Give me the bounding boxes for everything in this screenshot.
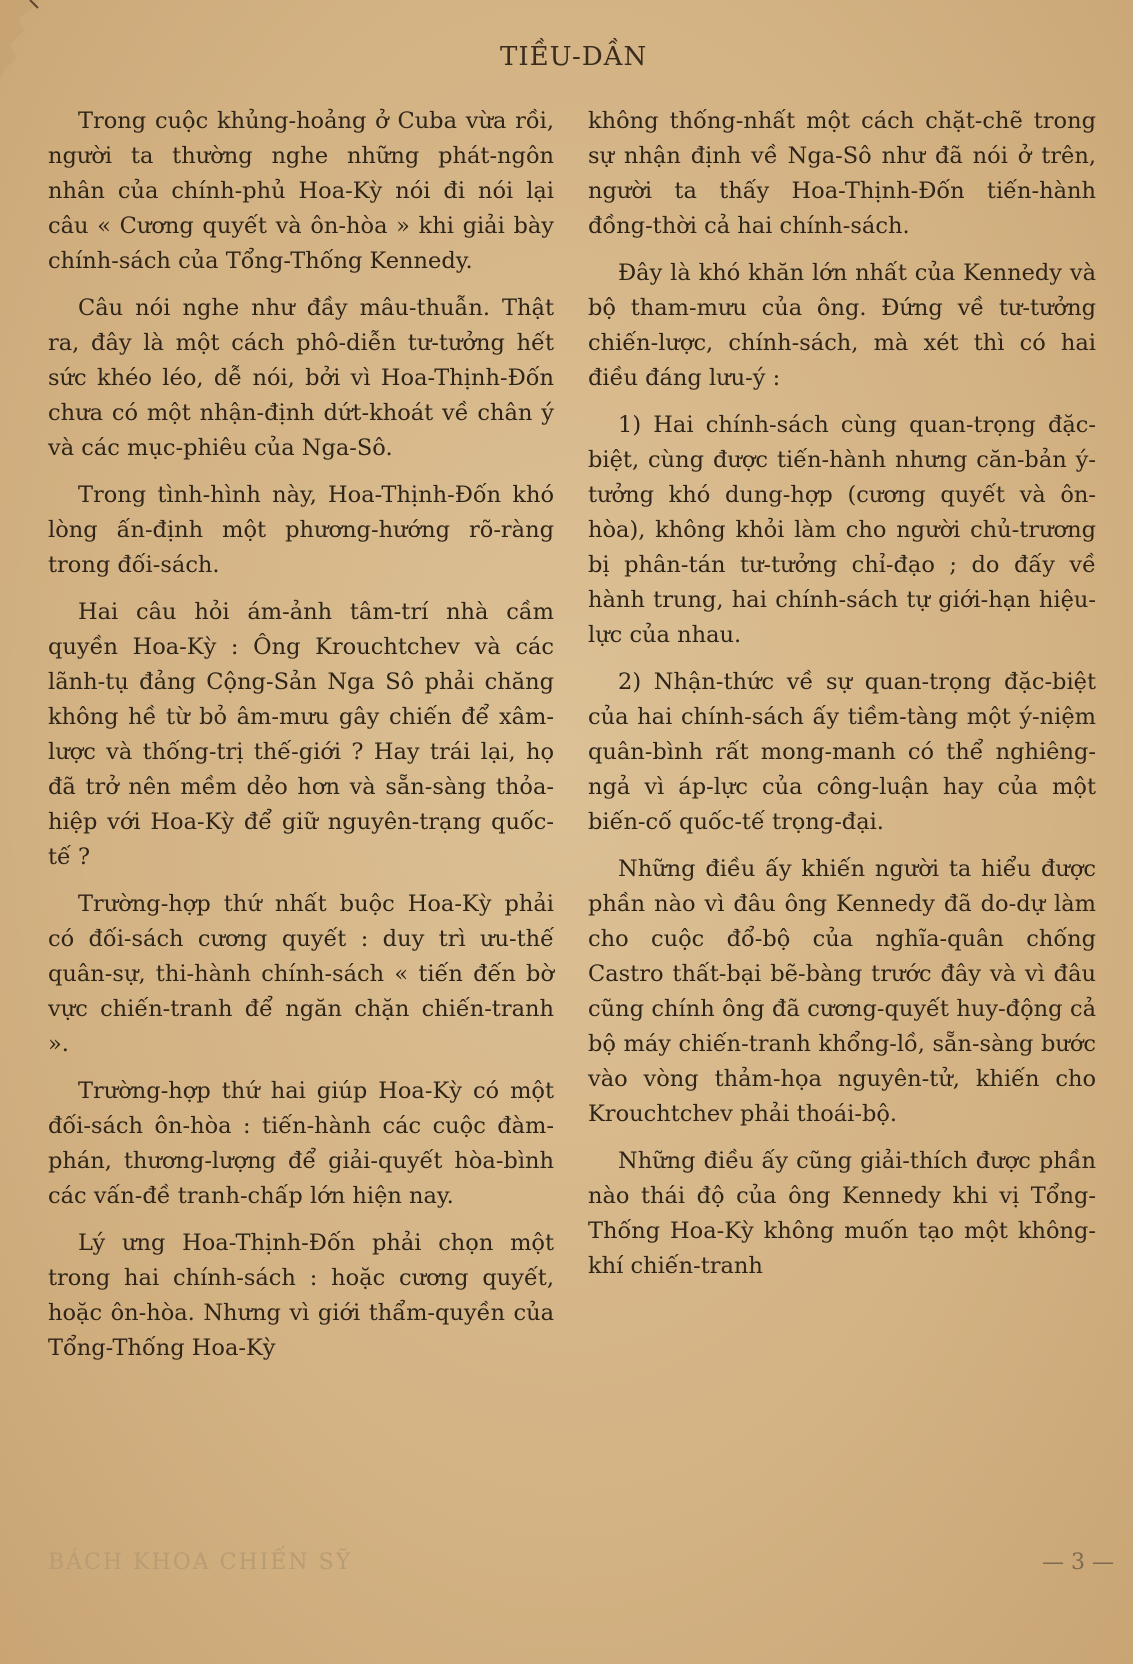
- journal-name: BÁCH KHOA CHIẾN SỸ: [48, 1550, 353, 1575]
- torn-corner-mark: [0, 0, 40, 80]
- paragraph: Những điều ấy khiến người ta hiểu được phần nào vì đâu ông Kennedy đã do-dự làm cho cuộc đổ-bộ của nghĩa-quân chống Castro thất-bại bẽ-bàng trước đây và vì đâu cũng chính ông đã cương-quyết huy-động cả bộ máy chiến-tranh khổng-lồ, sẵn-sàng bước vào vòng thảm-họa nguyên-tử, khiến cho Krouchtchev phải thoái-bộ.: [588, 856, 1096, 1127]
- paragraph: 1) Hai chính-sách cùng quan-trọng đặc-biệt, cùng được tiến-hành nhưng căn-bản ý-tưởng khó dung-hợp (cương quyết và ôn-hòa), không khỏi làm cho người chủ-trương bị phân-tán tư-tưởng chỉ-đạo ; do đấy về hành trung, hai chính-sách tự giới-hạn hiệu-lực của nhau.: [588, 412, 1096, 648]
- paragraph: Đây là khó khăn lớn nhất của Kennedy và bộ tham-mưu của ông. Đứng về tư-tưởng chiến-lược, chính-sách, mà xét thì có hai điều đáng lưu-ý :: [588, 260, 1096, 391]
- right-text-column: [588, 104, 1096, 1296]
- paragraph: Trường-hợp thứ hai giúp Hoa-Kỳ có một đối-sách ôn-hòa : tiến-hành các cuộc đàm-phán, thương-lượng để giải-quyết hòa-bình các vấn-đề tranh-chấp lớn hiện nay.: [48, 1078, 554, 1209]
- left-text-column: [48, 104, 554, 1378]
- paragraph: Trong tình-hình này, Hoa-Thịnh-Đốn khó lòng ấn-định một phương-hướng rõ-ràng trong đối-sách.: [48, 482, 554, 578]
- paragraph: 2) Nhận-thức về sự quan-trọng đặc-biệt của hai chính-sách ấy tiềm-tàng một ý-niệm quân-bình rất mong-manh có thể nghiêng-ngả vì áp-lực của công-luận hay của một biến-cố quốc-tế trọng-đại.: [588, 669, 1096, 835]
- paragraph: Trường-hợp thứ nhất buộc Hoa-Kỳ phải có đối-sách cương quyết : duy trì ưu-thế quân-sự, thi-hành chính-sách « tiến đến bờ vực chiến-tranh để ngăn chặn chiến-tranh ».: [48, 891, 554, 1057]
- paragraph: Hai câu hỏi ám-ảnh tâm-trí nhà cầm quyền Hoa-Kỳ : Ông Krouchtchev và các lãnh-tụ đảng Cộng-Sản Nga Sô phải chăng không hề từ bỏ âm-mưu gây chiến để xâm-lược và thống-trị thế-giới ? Hay trái lại, họ đã trở nên mềm dẻo hơn và sẵn-sàng thỏa-hiệp với Hoa-Kỳ để giữ nguyên-trạng quốc-tế ?: [48, 599, 554, 870]
- page-header-title: TIỀU-DẦN: [500, 42, 648, 72]
- paragraph: Lý ưng Hoa-Thịnh-Đốn phải chọn một trong hai chính-sách : hoặc cương quyết, hoặc ôn-hòa. Nhưng vì giới thẩm-quyền của Tổng-Thống Hoa-Kỳ: [48, 1230, 554, 1361]
- paragraph: Trong cuộc khủng-hoảng ở Cuba vừa rồi, người ta thường nghe những phát-ngôn nhân của chính-phủ Hoa-Kỳ nói đi nói lại câu « Cương quyết và ôn-hòa » khi giải bày chính-sách của Tổng-Thống Kennedy.: [48, 108, 554, 274]
- paragraph: Câu nói nghe như đầy mâu-thuẫn. Thật ra, đây là một cách phô-diễn tư-tưởng hết sức khéo léo, dễ nói, bởi vì Hoa-Thịnh-Đốn chưa có một nhận-định dứt-khoát về chân ý và các mục-phiêu của Nga-Sô.: [48, 295, 554, 461]
- page-number: — 3 —: [1042, 1550, 1114, 1575]
- paragraph: không thống-nhất một cách chặt-chẽ trong sự nhận định về Nga-Sô như đã nói ở trên, người ta thấy Hoa-Thịnh-Đốn tiến-hành đồng-thời cả hai chính-sách.: [588, 108, 1096, 239]
- paragraph: Những điều ấy cũng giải-thích được phần nào thái độ của ông Kennedy khi vị Tổng-Thống Hoa-Kỳ không muốn tạo một không-khí chiến-tranh: [588, 1148, 1096, 1279]
